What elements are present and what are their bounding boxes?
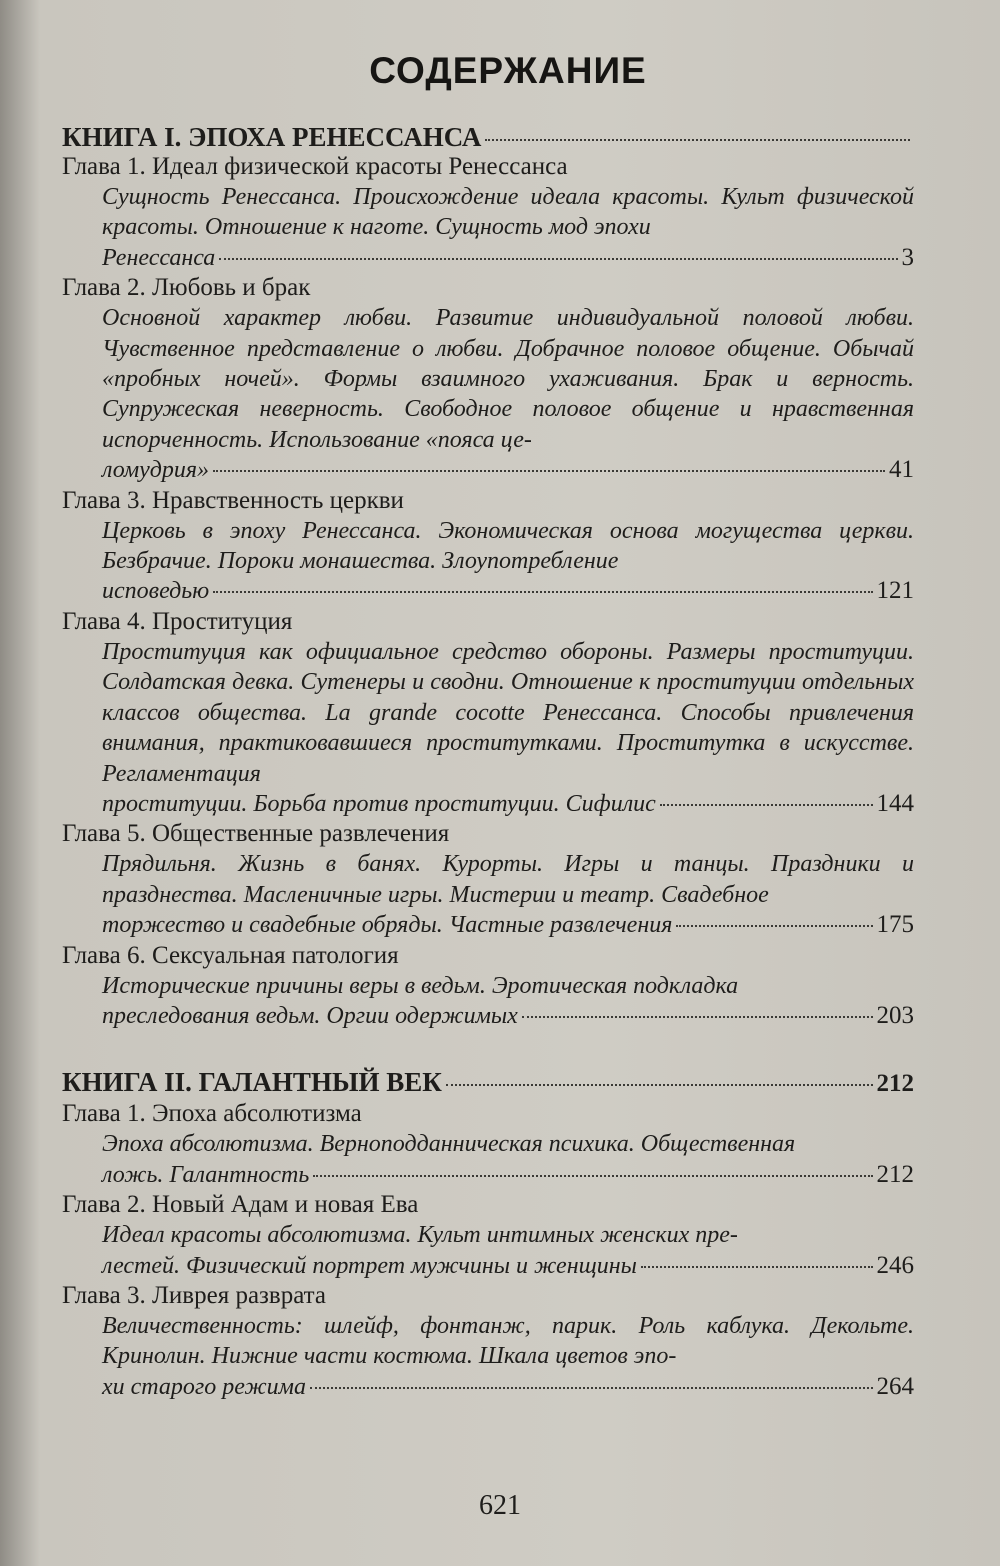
chapter-title bbox=[62, 486, 914, 516]
leader-dots bbox=[660, 804, 873, 806]
chapter-page-number: 203 bbox=[876, 1001, 914, 1029]
chapter-title-text: Глава 2. Любовь и брак bbox=[62, 274, 311, 302]
chapter-last-line bbox=[102, 1251, 914, 1281]
chapter-last-line bbox=[102, 1372, 914, 1402]
leader-dots bbox=[485, 139, 910, 141]
chapter-last-line-text: ломудрия» bbox=[102, 457, 210, 484]
toc-body bbox=[62, 122, 914, 1402]
book-title: КНИГА II. ГАЛАНТНЫЙ ВЕК bbox=[62, 1067, 442, 1098]
chapter-last-line-text: ложь. Галантность bbox=[102, 1161, 310, 1188]
chapter-title bbox=[62, 273, 914, 303]
chapter-title bbox=[62, 1190, 914, 1220]
chapter-page-number: 264 bbox=[876, 1372, 914, 1400]
chapter-title-text: Глава 4. Проституция bbox=[62, 607, 293, 635]
chapter-page-number: 212 bbox=[876, 1160, 914, 1188]
leader-dots bbox=[219, 258, 897, 260]
chapter-description bbox=[62, 516, 914, 607]
toc-heading: СОДЕРЖАНИЕ bbox=[369, 50, 647, 91]
chapter-last-line-text: лестей. Физический портрет мужчины и женщины bbox=[102, 1252, 637, 1279]
book-title-row bbox=[62, 1067, 914, 1099]
chapter-title-text: Глава 6. Сексуальная патология bbox=[62, 941, 399, 969]
chapter-title bbox=[62, 1281, 914, 1311]
book-page-number: 212 bbox=[876, 1070, 914, 1098]
chapter-last-line-text: Ренессанса bbox=[102, 244, 216, 271]
chapter-last-line-text: преследования ведьм. Оргии одержимых bbox=[102, 1002, 518, 1029]
chapter-title bbox=[62, 819, 914, 849]
chapter-last-line-text: торжество и свадебные обряды. Частные развлечения bbox=[102, 912, 673, 939]
chapter-description-text: Церковь в эпоху Ренессанса. Экономическая основа могущества церкви. Безбрачие. Пороки монашества. Злоупотребление bbox=[102, 517, 914, 575]
leader-dots bbox=[313, 1175, 872, 1177]
chapter-last-line-text: проституции. Борьба против проституции. Сифилис bbox=[102, 790, 656, 817]
chapter-description-text: Величественность: шлейф, фонтанж, парик. Роль каблука. Декольте. Кринолин. Нижние части костюма. Шкала цветов эпо- bbox=[102, 1312, 914, 1370]
chapter-title bbox=[62, 1099, 914, 1129]
chapter-title bbox=[62, 941, 914, 971]
chapter-description-text: Исторические причины веры в ведьм. Эротическая подкладка bbox=[102, 972, 739, 999]
chapter-description bbox=[62, 1311, 914, 1402]
chapter-title-text: Глава 3. Ливрея разврата bbox=[62, 1281, 327, 1309]
chapter-title-text: Глава 5. Общественные развлечения bbox=[62, 820, 450, 848]
chapter-last-line bbox=[102, 910, 914, 940]
leader-dots bbox=[213, 591, 872, 593]
chapter-description-text: Проституция как официальное средство обороны. Размеры проституции. Солдатская девка. Сутенеры и сводни. Отношение к проституции отдельных классов общества. La grande cocotte Ренессанса. Способы привлечения внимания, практиковавшиеся проститутками. Проститутка в искусстве. Регламентация bbox=[102, 638, 914, 787]
chapter-description bbox=[62, 1220, 914, 1281]
chapter-last-line bbox=[102, 243, 914, 273]
leader-dots bbox=[213, 470, 885, 472]
chapter-last-line bbox=[102, 1001, 914, 1031]
chapter-description-text: Сущность Ренессанса. Происхождение идеала красоты. Культ физической красоты. Отношение к наготе. Сущность мод эпохи bbox=[102, 184, 914, 241]
chapter-description bbox=[62, 1129, 914, 1190]
chapter-description bbox=[62, 849, 914, 940]
chapter-description-text: Эпоха абсолютизма. Верноподданническая психика. Общественная bbox=[102, 1131, 796, 1158]
chapter-page-number: 121 bbox=[876, 577, 914, 605]
leader-dots bbox=[446, 1084, 873, 1086]
book-title: КНИГА I. ЭПОХА РЕНЕССАНСА bbox=[62, 122, 482, 152]
chapter-description bbox=[62, 637, 914, 819]
leader-dots bbox=[310, 1387, 873, 1389]
chapter-description-text: Основной характер любви. Развитие индивидуальной половой любви. Чувственное представление о любви. Добрачное половое общение. Обычай «пробных ночей». Формы взаимного ухаживания. Брак и верность. Супружеская неверность. Свободное половое общение и нравственная испорченность. Использование «пояса це- bbox=[102, 305, 914, 453]
chapter-page-number: 144 bbox=[876, 789, 914, 817]
chapter-page-number: 41 bbox=[889, 456, 914, 484]
chapter-description-text: Прядильня. Жизнь в банях. Курорты. Игры и танцы. Праздники и празднества. Масленичные игры. Мистерии и театр. Свадебное bbox=[102, 851, 914, 908]
chapter-title-text: Глава 1. Идеал физической красоты Ренессанса bbox=[62, 153, 568, 180]
toc bbox=[62, 40, 914, 1402]
chapter-last-line bbox=[102, 455, 914, 485]
chapter-last-line-text: хи старого режима bbox=[102, 1373, 306, 1400]
chapter-page-number: 175 bbox=[876, 911, 914, 939]
leader-dots bbox=[676, 925, 872, 927]
leader-dots bbox=[522, 1016, 873, 1018]
chapter-title-text: Глава 1. Эпоха абсолютизма bbox=[62, 1100, 362, 1128]
chapter-last-line bbox=[102, 1160, 914, 1190]
chapter-page-number: 3 bbox=[901, 243, 914, 271]
leader-dots bbox=[641, 1266, 873, 1268]
chapter-description bbox=[62, 303, 914, 485]
chapter-description bbox=[62, 182, 914, 273]
book-title-row bbox=[62, 122, 914, 152]
chapter-title bbox=[62, 607, 914, 637]
chapter-last-line-text: исповедью bbox=[102, 578, 210, 605]
chapter-description-text: Идеал красоты абсолютизма. Культ интимных женских пре- bbox=[102, 1222, 738, 1249]
chapter-page-number: 246 bbox=[876, 1251, 914, 1279]
chapter-title bbox=[62, 152, 914, 182]
page-number: 621 bbox=[479, 1490, 521, 1521]
chapter-description bbox=[62, 971, 914, 1032]
chapter-last-line bbox=[102, 789, 914, 819]
chapter-last-line bbox=[102, 576, 914, 606]
chapter-title-text: Глава 3. Нравственность церкви bbox=[62, 486, 404, 514]
chapter-title-text: Глава 2. Новый Адам и новая Ева bbox=[62, 1191, 419, 1219]
